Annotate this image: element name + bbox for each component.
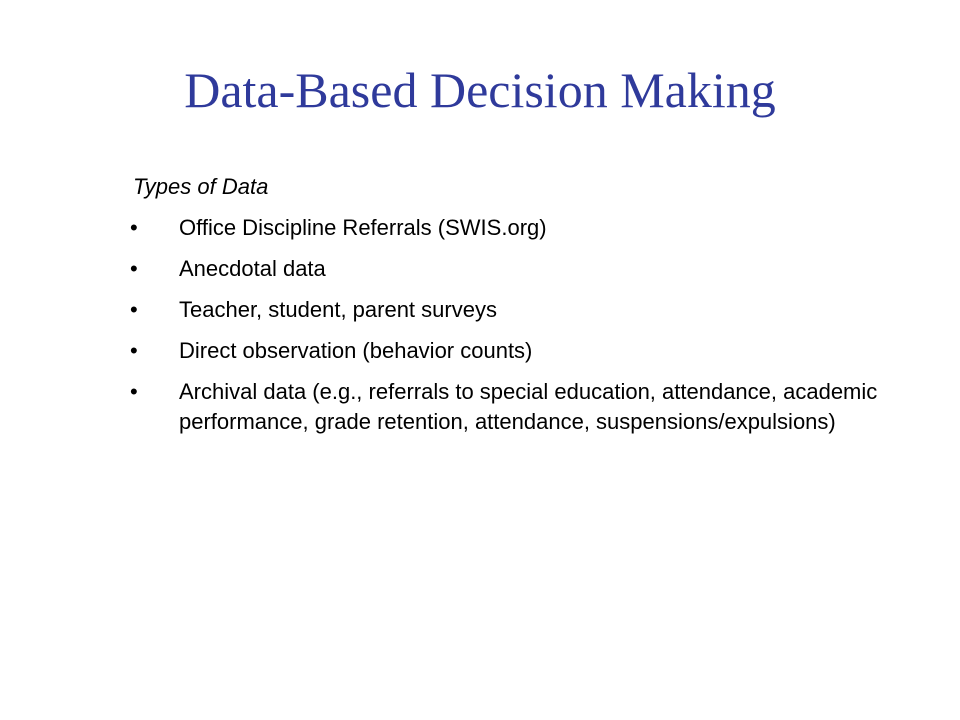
slide-body — [130, 172, 913, 448]
bullet-text: Anecdotal data — [179, 256, 326, 281]
slide-title: Data-Based Decision Making — [184, 62, 776, 118]
bullet-text: Direct observation (behavior counts) — [179, 338, 533, 363]
bullet-item-surveys — [130, 295, 913, 325]
section-heading: Types of Data — [133, 174, 269, 199]
bullet-item-archival-data — [130, 377, 913, 437]
bullet-item-anecdotal-data — [130, 254, 913, 284]
bullet-icon: • — [130, 297, 138, 322]
bullet-icon: • — [130, 215, 138, 240]
bullet-icon: • — [130, 379, 138, 404]
bullet-item-direct-observation — [130, 336, 913, 366]
bullet-icon: • — [130, 338, 138, 363]
bullet-text: Office Discipline Referrals (SWIS.org) — [179, 215, 547, 240]
bullet-text: Archival data (e.g., referrals to special education, attendance, academic performance, grade retention, attendance, suspensions/expulsions) — [179, 379, 878, 434]
bullet-text: Teacher, student, parent surveys — [179, 297, 497, 322]
bullet-list — [130, 213, 913, 437]
bullet-icon: • — [130, 256, 138, 281]
bullet-item-office-discipline-referrals — [130, 213, 913, 243]
